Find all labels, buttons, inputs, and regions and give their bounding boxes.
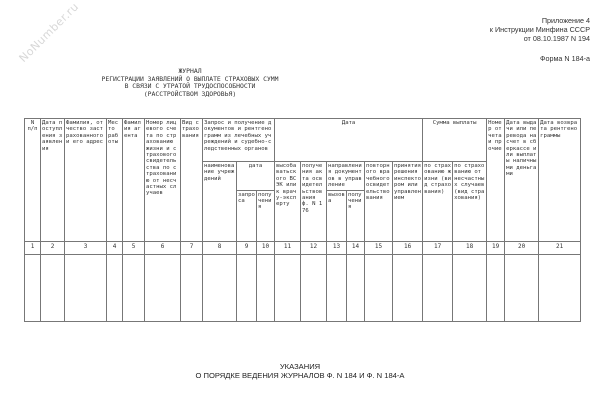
title-line-3: В СВЯЗИ С УТРАТОЙ ТРУДОСПОСОБНОСТИ [124, 82, 256, 91]
body-cell [257, 254, 275, 321]
header-d-vysoba: высобаватьского ВСЭК или к врачу-эксперту [275, 162, 301, 242]
registration-table [24, 118, 580, 322]
body-cell [505, 254, 539, 321]
col-number-13: 13 [327, 241, 347, 254]
body-cell [25, 254, 41, 321]
header-col-19: Номер отчета и прочие [487, 119, 505, 242]
body-cell [487, 254, 505, 321]
body-cell [393, 254, 423, 321]
col-number-20: 20 [505, 241, 539, 254]
body-cell [145, 254, 181, 321]
column-numbers-row [25, 241, 581, 254]
col-number-12: 12 [301, 241, 327, 254]
col-number-4: 4 [107, 241, 123, 254]
title-line-2: РЕГИСТРАЦИИ ЗАЯВЛЕНИЙ О ВЫПЛАТЕ СТРАХОВЫХ СУММ [101, 74, 279, 83]
header-group-payment: Сумма выплаты [423, 119, 487, 162]
appendix-line-2: к Инструкции Минфина СССР [489, 25, 590, 34]
body-cell [237, 254, 257, 321]
instructions-title: УКАЗАНИЯ [279, 362, 321, 371]
col-number-9: 9 [237, 241, 257, 254]
body-cell [327, 254, 347, 321]
col-number-8: 8 [203, 241, 237, 254]
header-pay-life: по страхованию жизни (вид страхования) [423, 162, 453, 242]
col-number-11: 11 [275, 241, 301, 254]
watermark: NoNumber.ru [16, 0, 82, 65]
col-number-17: 17 [423, 241, 453, 254]
header-group-requests: Запрос и получение документов и рентгенограмм из лечебных учреждений и судебно-следственных органов [203, 119, 275, 162]
body-cell [203, 254, 237, 321]
col-number-7: 7 [181, 241, 203, 254]
header-col-21: Дата возврата рентгенограммы [539, 119, 581, 242]
header-d-direction-out: вызова [327, 190, 347, 241]
col-number-6: 6 [145, 241, 181, 254]
journal-title [60, 68, 320, 98]
instructions-heading [0, 362, 600, 380]
col-number-21: 21 [539, 241, 581, 254]
appendix-line-1: Приложение 4 [541, 16, 590, 25]
col-number-19: 19 [487, 241, 505, 254]
body-cell [275, 254, 301, 321]
body-cell [301, 254, 327, 321]
header-col-7: Вид страхования [181, 119, 203, 242]
body-cell [181, 254, 203, 321]
body-cell [365, 254, 393, 321]
header-d-repeat: повторного врачебного освидетельствования [365, 162, 393, 242]
col-number-3: 3 [65, 241, 107, 254]
header-req-date-received: получения [257, 190, 275, 241]
header-req-date-request: запроса [237, 190, 257, 241]
body-cell [347, 254, 365, 321]
body-cell [453, 254, 487, 321]
form-number: Форма N 184-а [540, 54, 590, 63]
body-cell [107, 254, 123, 321]
col-number-16: 16 [393, 241, 423, 254]
header-d-direction: направления документов в управление [327, 162, 365, 191]
table-body-row [25, 254, 581, 321]
col-number-18: 18 [453, 241, 487, 254]
appendix-note [490, 16, 590, 43]
header-col-5: Фамилия агента [123, 119, 145, 242]
header-req-name: наименование учреждений [203, 162, 237, 242]
title-line-1: ЖУРНАЛ [178, 67, 202, 75]
col-number-15: 15 [365, 241, 393, 254]
title-line-4: (РАССТРОЙСТВОМ ЗДОРОВЬЯ) [143, 89, 237, 98]
body-cell [41, 254, 65, 321]
header-req-date: дата [237, 162, 275, 191]
body-cell [65, 254, 107, 321]
col-number-14: 14 [347, 241, 365, 254]
header-col-4: Место работы [107, 119, 123, 242]
col-number-1: 1 [25, 241, 41, 254]
header-d-accept: принятия решения инспектором или управлением [393, 162, 423, 242]
header-col-20: Дата выдачи или перевода на счет в сберкассе или выплаты наличными деньгами [505, 119, 539, 242]
ledger-table [24, 118, 581, 322]
header-d-direction-in: получения [347, 190, 365, 241]
instructions-subtitle: О ПОРЯДКЕ ВЕДЕНИЯ ЖУРНАЛОВ Ф. N 184 И Ф. N 184-А [195, 371, 405, 380]
col-number-2: 2 [41, 241, 65, 254]
header-col-1: N п/п [25, 119, 41, 242]
body-cell [423, 254, 453, 321]
header-col-2: Дата поступления заявления [41, 119, 65, 242]
header-group-dates: Дата [275, 119, 423, 162]
col-number-5: 5 [123, 241, 145, 254]
header-d-get-akt: получения акта освидетельствования ф. N 176 [301, 162, 327, 242]
header-col-6: Номер лицевого счета по страхованию жизни и страхового свидетельства по страхованию от несчастных случаев [145, 119, 181, 242]
header-pay-accident: по страхованию от несчастных случаев (вид страхования) [453, 162, 487, 242]
header-col-3: Фамилия, отчество застрахованного и его адрес [65, 119, 107, 242]
body-cell [123, 254, 145, 321]
appendix-line-3: от 08.10.1987 N 194 [523, 34, 590, 43]
col-number-10: 10 [257, 241, 275, 254]
body-cell [539, 254, 581, 321]
